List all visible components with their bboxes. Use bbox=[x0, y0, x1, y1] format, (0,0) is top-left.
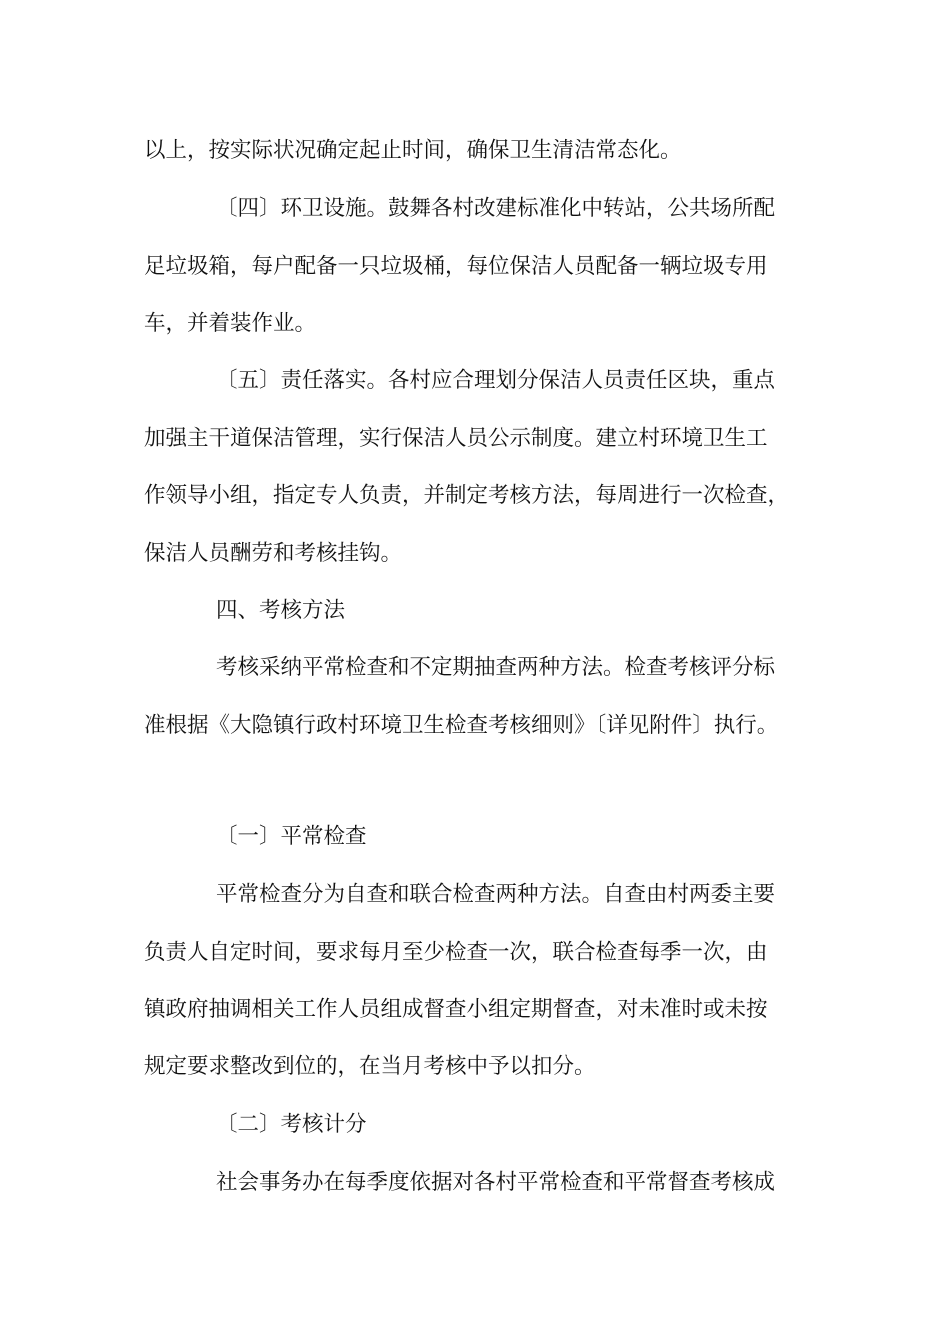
paragraph-line: 规定要求整改到位的，在当月考核中予以扣分。 bbox=[144, 1054, 596, 1079]
subheading-routine-inspection: 〔一〕平常检查 bbox=[216, 824, 367, 849]
paragraph-line: 加强主干道保洁管理，实行保洁人员公示制度。建立村环境卫生工 bbox=[144, 426, 768, 451]
section-four-environmental-facilities: 〔四〕环卫设施。鼓舞各村改建标准化中转站，公共场所配 bbox=[216, 196, 776, 221]
section-five-responsibility: 〔五〕责任落实。各村应合理划分保洁人员责任区块，重点 bbox=[216, 368, 776, 393]
paragraph-line: 社会事务办在每季度依据对各村平常检查和平常督查考核成 bbox=[216, 1170, 776, 1195]
paragraph-continuation-line: 以上，按实际状况确定起止时间，确保卫生清洁常态化。 bbox=[144, 138, 682, 163]
paragraph-line: 保洁人员酬劳和考核挂钩。 bbox=[144, 541, 403, 566]
heading-assessment-method: 四、考核方法 bbox=[216, 598, 346, 623]
paragraph-line: 镇政府抽调相关工作人员组成督查小组定期督查，对未准时或未按 bbox=[144, 997, 768, 1022]
paragraph-line: 作领导小组，指定专人负责，并制定考核方法，每周进行一次检查， bbox=[144, 483, 790, 508]
paragraph-line: 平常检查分为自查和联合检查两种方法。自查由村两委主要 bbox=[216, 882, 776, 907]
subheading-assessment-scoring: 〔二〕考核计分 bbox=[216, 1112, 367, 1137]
paragraph-line: 考核采纳平常检查和不定期抽查两种方法。检查考核评分标 bbox=[216, 655, 776, 680]
paragraph-line: 车，并着装作业。 bbox=[144, 311, 317, 336]
paragraph-line: 准根据《大隐镇行政村环境卫生检查考核细则》〔详见附件〕执行。 bbox=[144, 713, 779, 738]
paragraph-line: 负责人自定时间，要求每月至少检查一次，联合检查每季一次，由 bbox=[144, 940, 768, 965]
paragraph-line: 足垃圾箱，每户配备一只垃圾桶，每位保洁人员配备一辆垃圾专用 bbox=[144, 254, 768, 279]
